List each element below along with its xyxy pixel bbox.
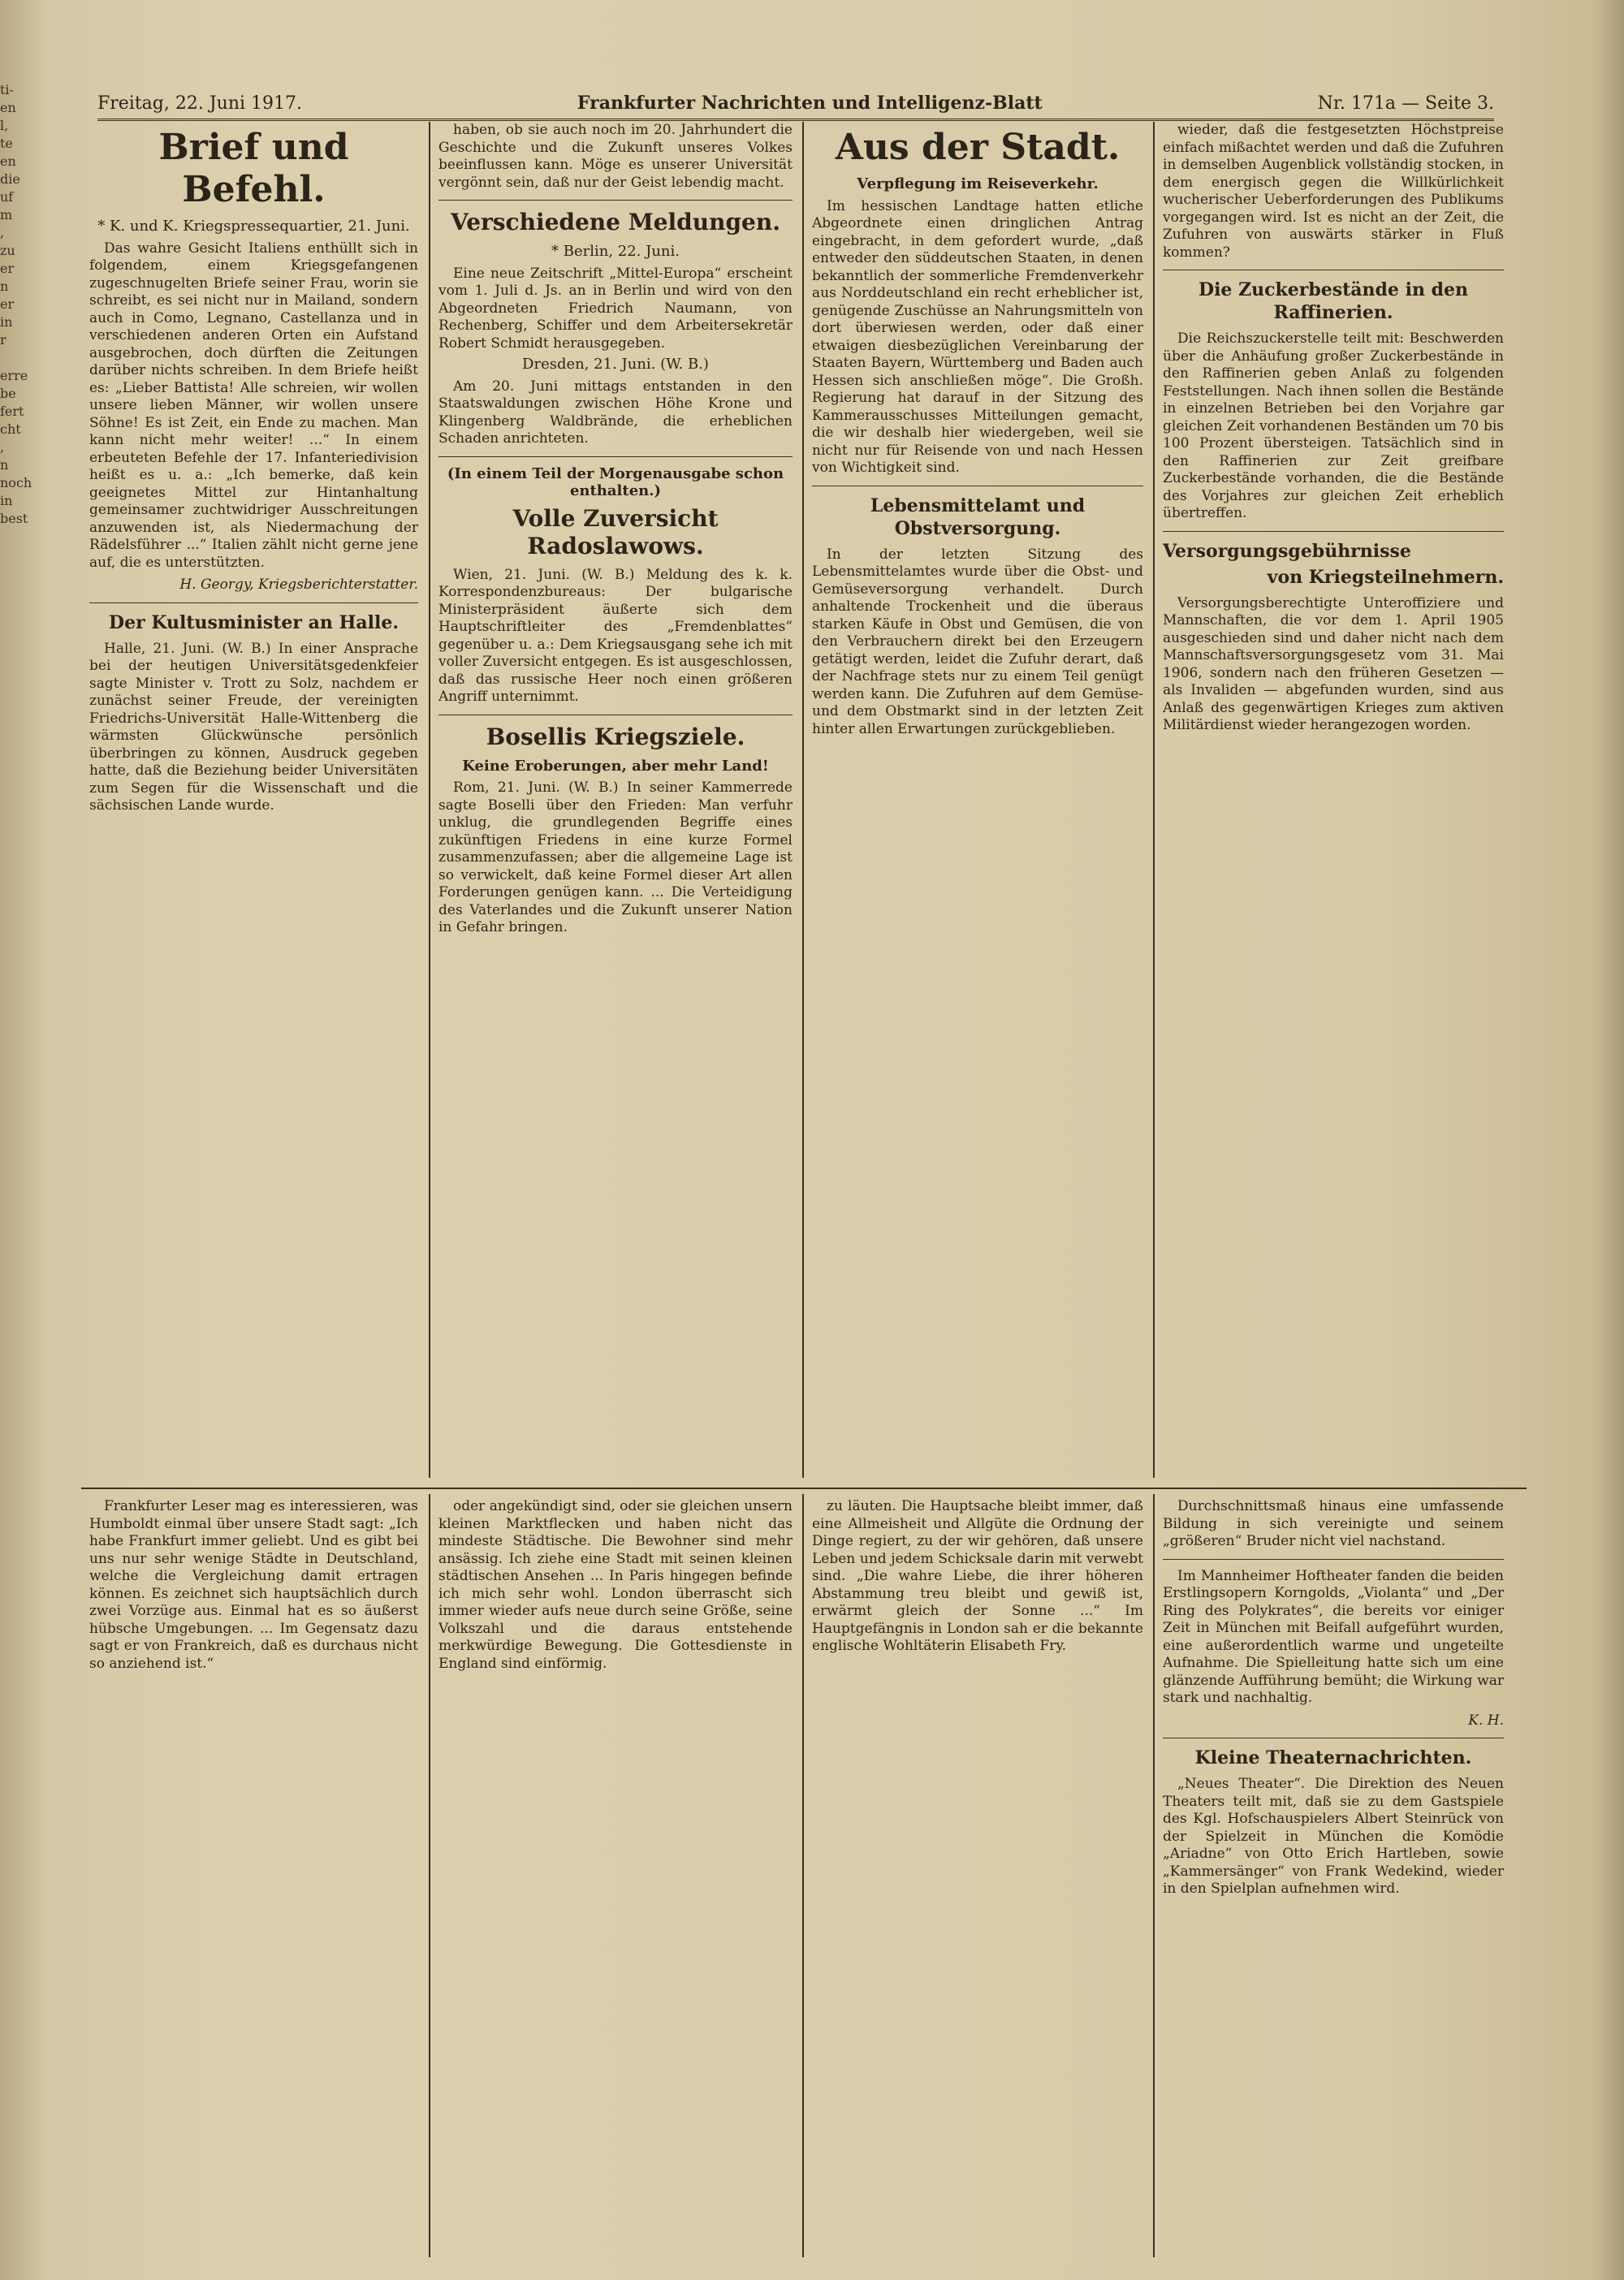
article-subtitle: Verpflegung im Reiseverkehr. xyxy=(857,175,1099,192)
column-3 xyxy=(812,122,1143,1478)
feuilleton-text: Frankfurter Leser mag es interessieren, was Humboldt einmal über unsere Stadt sagt: „Ich habe Frankfurt immer geliebt. Und es gibt bei uns nur sehr wenige Städte in Deutschland, welche die Vergleichung damit ertragen können. Es zeichnet sich hauptsächlich durch zwei Vorzüge aus. Einmal hat es so äußerst hübsche Umgebungen. ... Im Gegensatz dazu sagt er von Frankreich, daß es durchaus nicht so anziehend ist.“ xyxy=(89,1498,418,1672)
dateline: * K. und K. Kriegspressequartier, 21. Juni. xyxy=(97,218,410,235)
article-body: Versorgungsberechtigte Unteroffiziere und Mannschaften, die vor dem 1. April 1905 ausgeschieden sind und daher nicht nach dem Mannschaftsversorgungsgesetz vom 31. Mai 1906, sondern nach den früheren Gesetzen — als Invaliden — abgefunden wurden, sind aus Anlaß des gegenwärtigen Krieges zum aktiven Militärdienst wieder herangezogen worden. xyxy=(1163,594,1504,733)
separator xyxy=(89,602,418,603)
section-title: Aus der Stadt. xyxy=(835,127,1121,168)
column-rule xyxy=(802,122,804,1478)
separator xyxy=(438,456,793,457)
article-title: Volle Zuversicht Radoslawows. xyxy=(512,504,719,559)
column-4 xyxy=(1163,122,1504,1478)
article-body: wieder, daß die festgesetzten Höchstpreise einfach mißachtet werden und daß die Zufuhren in demselben Augenblick vollständig stocken, in dem energisch gegen die Willkürlichkeit wucherischer Ueberforderungen des Publikums vorgegangen wird. Ist es nicht an der Zeit, die Zufuhren von auswärts stärker in Fluß kommen? xyxy=(1163,122,1504,261)
article-body: Wien, 21. Juni. (W. B.) Meldung des k. k. Korrespondenzbureaus: Der bulgarische Ministerpräsident äußerte sich dem Hauptschriftleiter des „Fremdenblattes“ gegenüber u. a.: Dem Kriegsausgang sehe ich mit voller Zuversicht entgegen. Es ist ausgeschlossen, daß das russische Heer noch einen größeren Angriff unternimmt. xyxy=(438,566,793,705)
column-rule xyxy=(802,1494,804,2257)
article-title: Die Zuckerbestände in den Raffinerien. xyxy=(1199,279,1468,323)
article-title: Verschiedene Meldungen. xyxy=(451,209,780,235)
article-title: Versorgungsgebührnisse xyxy=(1163,540,1411,562)
byline: K. H. xyxy=(1468,1712,1504,1729)
article-body: Halle, 21. Juni. (W. B.) In einer Ansprache bei der heutigen Universitätsgedenkfeier sagte Minister v. Trott zu Solz, nachdem er zunächst seiner Freude, der vereinigten Friedrichs-Universität Halle-Wittenberg die wärmsten Glückwünsche persönlich überbringen zu können, Ausdruck gegeben hatte, daß die Beziehung beider Universitäten zum Segen für die Wissenschaft und die sächsischen Lande wurde. xyxy=(89,640,418,814)
bottom-column-3 xyxy=(812,1498,1143,2253)
header-issue: Nr. 171a — Seite 3. xyxy=(1317,93,1494,114)
article-body: Rom, 21. Juni. (W. B.) In seiner Kammerrede sagte Boselli über den Frieden: Man verfuhr unklug, die grundlegenden Begriffe eines zukünftigen Friedens in eine kurze Formel zusammenzufassen; aber die allgemeine Lage ist so verwickelt, daß keine Formel dieser Art allen Forderungen genügen kann. ... Die Verteidigung des Vaterlandes und die Zukunft unserer Nation in Gefahr bringen. xyxy=(438,779,793,935)
column-rule xyxy=(429,1494,430,2257)
page-header xyxy=(97,81,1494,121)
separator xyxy=(1163,531,1504,532)
feuilleton-text: Durchschnittsmaß hinaus eine umfassende Bildung in sich vereinigte und seinem „größeren“ Bruder nicht viel nachstand. xyxy=(1163,1498,1504,1549)
byline: H. Georgy, Kriegsberichterstatter. xyxy=(179,576,418,593)
column-2 xyxy=(438,122,793,1478)
bottom-column-1 xyxy=(89,1498,418,2253)
fold-rule xyxy=(81,1488,1527,1489)
article-body: haben, ob sie auch noch im 20. Jahrhundert die Geschichte und die Zukunft unseres Volkes beeinflussen kann. Möge es unserer Universität vergönnt sein, daß nur der Geist lebendig macht. xyxy=(438,122,793,191)
column-rule xyxy=(429,122,430,1478)
header-date: Freitag, 22. Juni 1917. xyxy=(97,93,303,114)
column-1 xyxy=(89,122,418,1478)
article-title: Lebensmittelamt und Obstversorgung. xyxy=(870,494,1086,539)
article-title: Bosellis Kriegsziele. xyxy=(486,723,745,750)
feuilleton-text: Im Mannheimer Hoftheater fanden die beiden Erstlingsopern Korngolds, „Violanta“ und „Der Ring des Polykrates“, die bereits vor einiger Zeit in München mit Beifall aufgeführt wurden, eine außerordentlich warme und ungeteilte Aufnahme. Die Spielleitung hatte sich um eine glänzende Aufführung bemüht; die Wirkung war stark und nachhaltig. xyxy=(1163,1567,1504,1706)
feuilleton-text: „Neues Theater“. Die Direktion des Neuen Theaters teilt mit, daß sie zu dem Gastspiele des Kgl. Hofschauspielers Albert Steinrück von der Spielzeit in München die Komödie „Ariadne“ von Otto Erich Hartleben, sowie „Kammersänger“ von Frank Wedekind, wieder in den Spielplan aufnehmen wird. xyxy=(1163,1776,1504,1897)
article-body: Im hessischen Landtage hatten etliche Abgeordnete einen dringlichen Antrag eingebracht, in dem gefordert wurde, „daß entweder den süddeutschen Staaten, in denen bekanntlich der sommerliche Fremdenverkehr aus Norddeutschland ein recht erheblicher ist, genügende Zuschüsse an Nahrungsmitteln von dort überwiesen werden, oder daß einer etwaigen diesbezüglichen Vereinbarung der Staaten Bayern, Württemberg und Baden auch Hessen sich anschließen möge“. Die Großh. Regierung hat darauf in der Sitzung des Kammerausschusses Mitteilungen gemacht, die wir deshalb hier wiedergeben, weil sie nicht nur für Reisende von und nach Hessen von Wichtigkeit sind. xyxy=(812,197,1143,476)
header-masthead: Frankfurter Nachrichten und Intelligenz-Blatt xyxy=(577,93,1043,114)
column-rule xyxy=(1153,122,1155,1478)
edition-note: (In einem Teil der Morgenausgabe schon enthalten.) xyxy=(447,464,784,499)
article-body: In der letzten Sitzung des Lebensmittelamtes wurde über die Obst- und Gemüseversorgung verhandelt. Durch anhaltende Trockenheit und die überaus starken Käufe in Obst und Gemüsen, die von den Verbrauchern direkt bei den Erzeugern getätigt werden, leidet die Zufuhr derart, daß der Nachfrage stets nur zu einem Teil genügt werden kann. Die Zufuhren auf dem Gemüse- und dem Obstmarkt sind in der letzten Zeit hinter allen Erwartungen zurückgeblieben. xyxy=(812,546,1143,737)
article-title: Brief und Befehl. xyxy=(158,127,349,210)
article-body: Die Reichszuckerstelle teilt mit: Beschwerden über die Anhäufung großer Zuckerbestände in den Raffinerien geben Anlaß zu folgenden Feststellungen. Nach ihnen sollen die Bestände in einzelnen Betrieben bei den Vorjahre gar gleichen Zeit vorhandenen Beständen um 70 bis 100 Prozent übersteigen. Tatsächlich sind in den Raffinerien zur Zeit greifbare Zuckerbestände vorhanden, die die Bestände des Vorjahres zur gleichen Zeit erheblich übertreffen. xyxy=(1163,330,1504,521)
separator xyxy=(1163,1559,1504,1560)
feuilleton-text: zu läuten. Die Hauptsache bleibt immer, daß eine Allmeisheit und Allgüte die Ordnung der Dinge regiert, zu der wir gehören, daß unsere Leben und jedem Schicksale darin mit verwebt sind. „Die wahre Liebe, die ihrer höheren Abstammung treu bleibt und gewiß ist, erwärmt gleich der Sonne ...“ Im Hauptgefängnis in London sah er die bekannte englische Wohltäterin Elisabeth Fry. xyxy=(812,1498,1143,1654)
article-title-line2: von Kriegsteilnehmern. xyxy=(1267,566,1504,588)
article-body: Am 20. Juni mittags entstanden in den Staatswaldungen zwischen Höhe Krone und Klingenberg Waldbrände, die erheblichen Schaden anrichteten. xyxy=(438,378,793,447)
feuilleton-text: oder angekündigt sind, oder sie gleichen unsern kleinen Marktflecken und haben nicht das mindeste Städtische. Die Bewohner sind mehr ansässig. Ich ziehe eine Stadt mit seinen kleinen städtischen Ansehen ... In Paris hingegen befinde ich mich sehr wohl. London überrascht sich immer wieder aufs neue durch seine Größe, seine Volkszahl und die daraus entstehende merkwürdige Bewegung. Die Gottesdienste in England sind einförmig. xyxy=(438,1498,793,1672)
article-title: Kleine Theaternachrichten. xyxy=(1194,1747,1472,1768)
column-rule xyxy=(1153,1494,1155,2257)
article-title: Der Kultusminister an Halle. xyxy=(109,611,399,633)
left-margin-fragments: ti- en l, te en die uf m , zu er n er in r erre be fert cht , n noch in best xyxy=(0,82,32,526)
separator xyxy=(438,200,793,201)
dateline: Dresden, 21. Juni. (W. B.) xyxy=(522,356,709,373)
bottom-column-2 xyxy=(438,1498,793,2253)
article-subtitle: Keine Eroberungen, aber mehr Land! xyxy=(462,757,769,775)
dateline: * Berlin, 22. Juni. xyxy=(551,243,680,260)
bottom-column-4 xyxy=(1163,1498,1504,2253)
article-body: Das wahre Gesicht Italiens enthüllt sich in folgendem, einem Kriegsgefangenen zugeschnugelten Briefe seiner Frau, worin sie schreibt, es sei nicht nur in Mailand, sondern auch in Como, Legnano, Castellanza und in verschiedenen anderen Orten ein Aufstand ausgebrochen, doch dürften die Zeitungen darüber nichts schreiben. In dem Briefe heißt es: „Lieber Battista! Alle schreien, wir wollen unsere lieben Männer, wir wollen unsere Söhne! Es ist Zeit, ein Ende zu machen. Man kann nicht mehr weiter! ...“ In einem erbeuteten Befehle der 17. Infanteriedivision heißt es u. a.: „Ich bemerke, daß kein geeignetes Mittel zur Hintanhaltung gemeinsamer zuchtwidriger Ausschreitungen anzuwenden ist, als Niedermachung der Rädelsführer ...“ Italien zählt nicht gerne jene auf, die es unterstützten. xyxy=(89,240,418,571)
article-body: Eine neue Zeitschrift „Mittel-Europa“ erscheint vom 1. Juli d. Js. an in Berlin und wird von den Abgeordneten Friedrich Naumann, von Rechenberg, Schiffer und dem Arbeitersekretär Robert Schmidt herausgegeben. xyxy=(438,265,793,352)
